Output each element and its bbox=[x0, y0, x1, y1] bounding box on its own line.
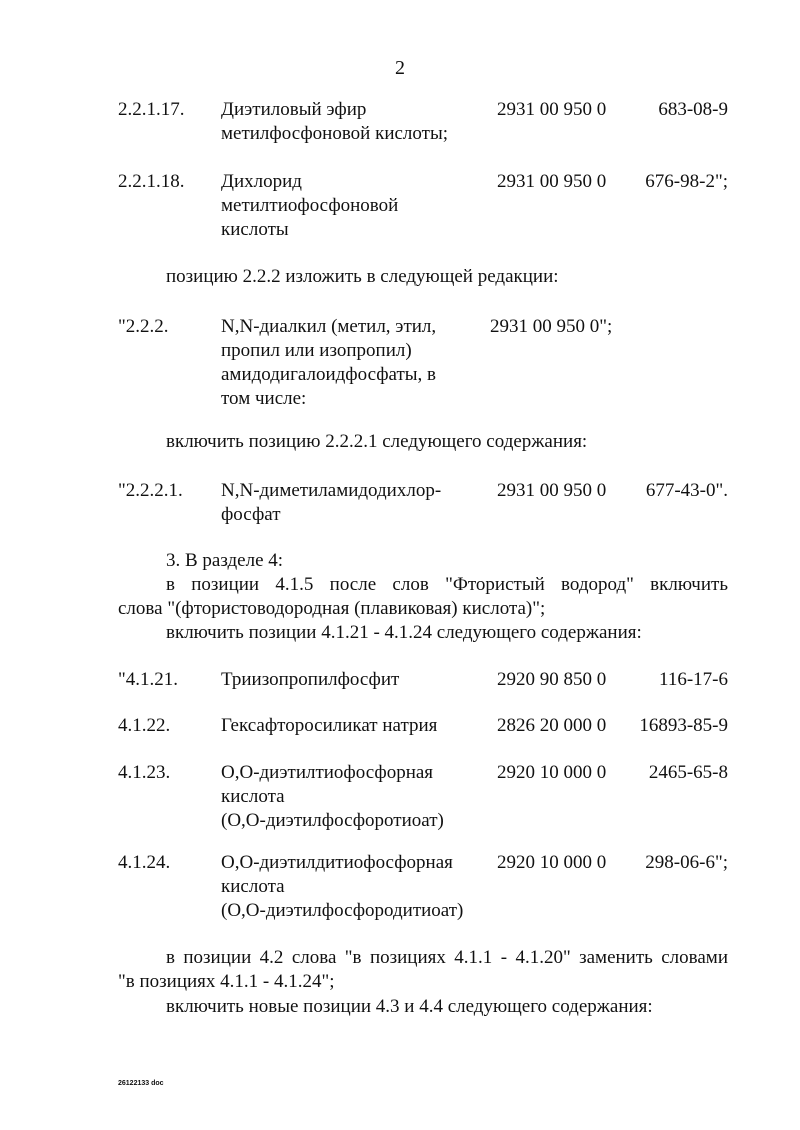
page-number: 2 bbox=[395, 57, 405, 79]
item-cas: 676-98-2"; bbox=[645, 171, 728, 192]
item-name-line: том числе: bbox=[221, 388, 307, 409]
paragraph-line: в позиции 4.2 слова "в позициях 4.1.1 - 4.1.20" заменить словами bbox=[166, 947, 728, 968]
instruction-text: позицию 2.2.2 изложить в следующей редакции: bbox=[166, 266, 559, 287]
paragraph-line: в позиции 4.1.5 после слов "Фтористый водород" включить bbox=[166, 574, 728, 595]
item-name-line: кислоты bbox=[221, 219, 289, 240]
item-number: "2.2.2.1. bbox=[118, 480, 183, 501]
item-cas: 298-06-6"; bbox=[645, 852, 728, 873]
item-number: "2.2.2. bbox=[118, 316, 169, 337]
item-number: 4.1.22. bbox=[118, 715, 171, 736]
item-name-line: (О,О-диэтилфосфоротиоат) bbox=[221, 810, 444, 831]
item-cas: 116-17-6 bbox=[659, 669, 728, 690]
item-name-line: Дихлорид bbox=[221, 171, 302, 192]
item-name bbox=[221, 98, 486, 146]
item-cas: 16893-85-9 bbox=[639, 715, 728, 736]
item-name bbox=[221, 170, 486, 242]
item-name-line: Диэтиловый эфир bbox=[221, 99, 367, 120]
paragraph-line: включить новые позиции 4.3 и 4.4 следующего содержания: bbox=[166, 996, 653, 1017]
item-name bbox=[221, 714, 486, 738]
item-name-line: N,N-диалкил (метил, этил, bbox=[221, 316, 437, 337]
item-code: 2920 10 000 0 bbox=[497, 762, 607, 783]
item-name-line: кислота bbox=[221, 876, 285, 897]
item-name-line: О,О-диэтилтиофосфорная bbox=[221, 762, 434, 783]
item-code: 2920 10 000 0 bbox=[497, 852, 607, 873]
item-number: 4.1.23. bbox=[118, 762, 171, 783]
item-name-line: N,N-диметиламидодихлор- bbox=[221, 480, 442, 501]
item-name-line: Триизопропилфосфит bbox=[221, 669, 400, 690]
item-code: 2931 00 950 0 bbox=[497, 480, 607, 501]
item-name-line: кислота bbox=[221, 786, 285, 807]
item-code: 2931 00 950 0 bbox=[497, 171, 607, 192]
item-number: 2.2.1.18. bbox=[118, 171, 185, 192]
item-name bbox=[221, 315, 486, 411]
item-code: 2931 00 950 0 bbox=[497, 99, 607, 120]
instruction-text: включить позицию 2.2.2.1 следующего содержания: bbox=[166, 431, 588, 452]
paragraph-line: слова "(фтористоводородная (плавиковая) кислота)"; bbox=[118, 598, 546, 619]
item-code: 2826 20 000 0 bbox=[497, 715, 607, 736]
item-code: 2920 90 850 0 bbox=[497, 669, 607, 690]
paragraph-line: "в позициях 4.1.1 - 4.1.24"; bbox=[118, 971, 335, 992]
item-number: "4.1.21. bbox=[118, 669, 179, 690]
item-name bbox=[221, 851, 486, 923]
item-name bbox=[221, 668, 486, 692]
item-name-line: Гексафторосиликат натрия bbox=[221, 715, 438, 736]
item-name-line: метилтиофосфоновой bbox=[221, 195, 399, 216]
item-name-line: метилфосфоновой кислоты; bbox=[221, 123, 449, 144]
item-code: 2931 00 950 0"; bbox=[490, 316, 613, 337]
item-name-line: фосфат bbox=[221, 504, 281, 525]
paragraph-line: включить позиции 4.1.21 - 4.1.24 следующего содержания: bbox=[166, 622, 642, 643]
item-name bbox=[221, 761, 486, 833]
item-name-line: О,О-диэтилдитиофосфорная bbox=[221, 852, 453, 873]
item-number: 4.1.24. bbox=[118, 852, 171, 873]
item-cas: 677-43-0". bbox=[645, 480, 728, 501]
item-cas: 683-08-9 bbox=[658, 99, 728, 120]
item-name-line: амидодигалоидфосфаты, в bbox=[221, 364, 437, 385]
item-name bbox=[221, 479, 486, 527]
item-cas: 2465-65-8 bbox=[648, 762, 728, 783]
item-name-line: (О,О-диэтилфосфородитиоат) bbox=[221, 900, 464, 921]
section-heading: 3. В разделе 4: bbox=[166, 550, 284, 571]
document-footer: 26122133 doc bbox=[118, 1080, 164, 1087]
item-name-line: пропил или изопропил) bbox=[221, 340, 412, 361]
item-number: 2.2.1.17. bbox=[118, 99, 185, 120]
